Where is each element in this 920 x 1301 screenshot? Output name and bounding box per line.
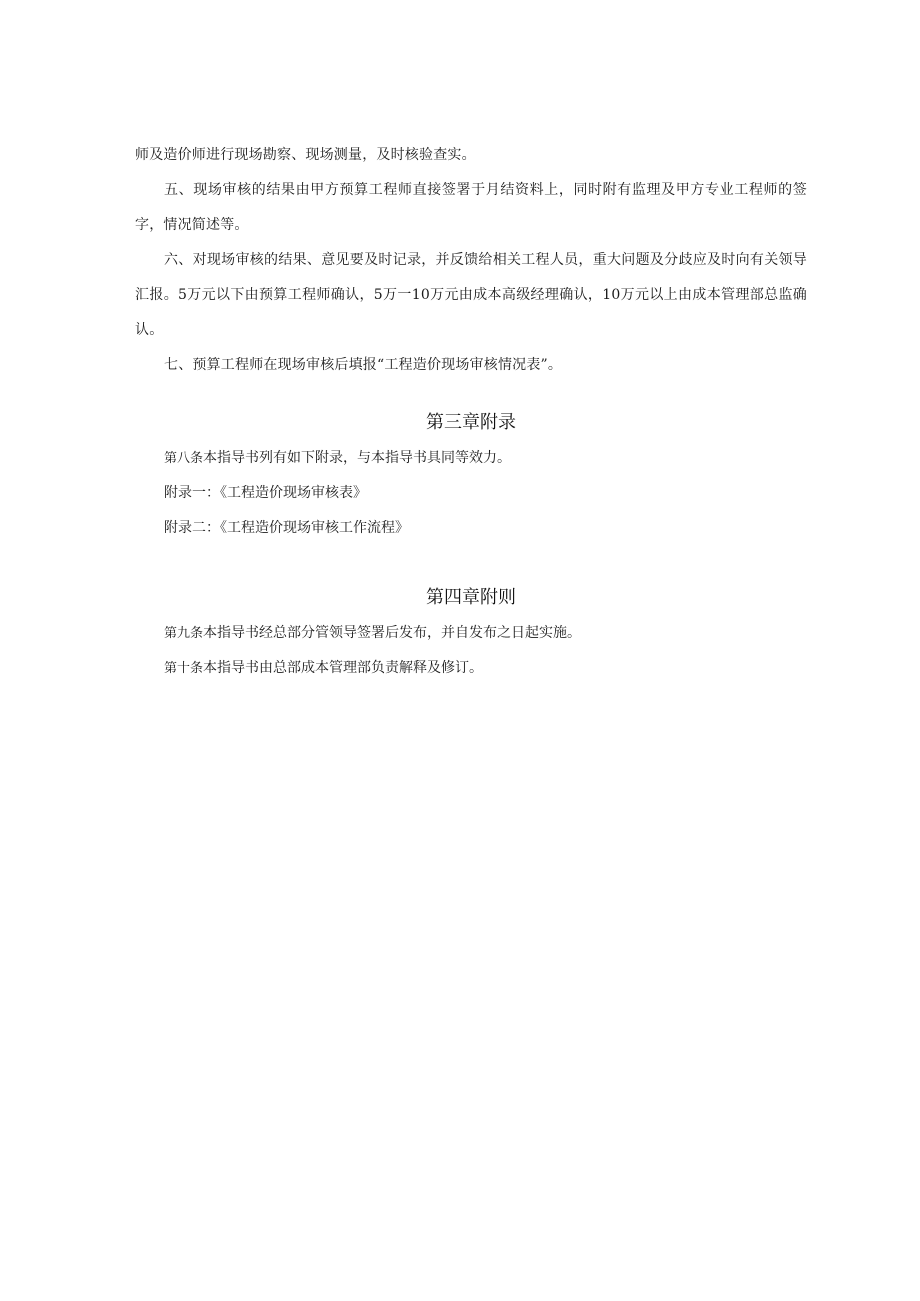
article-10-label: 第十条 xyxy=(164,661,204,676)
article-9-label: 第九条 xyxy=(164,626,204,641)
paragraph-item-6: 六、对现场审核的结果、意见要及时记录，并反馈给相关工程人员，重大问题及分歧应及时向有关领导汇报。5万元以下由预算工程师确认，5万一10万元由成本高级经理确认，10万元以上由成本管理部总监确认。 xyxy=(135,252,807,338)
chapter-3-heading: 第三章附录 xyxy=(426,412,516,433)
document-body xyxy=(135,138,807,686)
article-10-text: 本指导书由总部成本管理部负责解释及修订。 xyxy=(203,660,484,676)
article-10 xyxy=(135,651,807,686)
chapter-4-heading: 第四章附则 xyxy=(426,587,516,608)
article-8-label: 第八条 xyxy=(164,451,204,466)
article-8 xyxy=(135,441,807,476)
paragraph-item-7: 七、预算工程师在现场审核后填报“工程造价现场审核情况表”。 xyxy=(164,357,563,373)
paragraph-item-5: 五、现场审核的结果由甲方预算工程师直接签署于月结资料上，同时附有监理及甲方专业工程师的签字，情况简述等。 xyxy=(135,182,807,233)
article-8-text: 本指导书列有如下附录，与本指导书具同等效力。 xyxy=(203,450,512,466)
appendix-2: 附录二：《工程造价现场审核工作流程》 xyxy=(164,520,409,536)
article-9-text: 本指导书经总部分管领导签署后发布，并自发布之日起实施。 xyxy=(203,625,582,641)
appendix-1: 附录一：《工程造价现场审核表》 xyxy=(164,485,367,501)
paragraph-continuation: 师及造价师进行现场勘察、现场测量，及时核验查实。 xyxy=(135,147,476,163)
article-9 xyxy=(135,616,807,651)
